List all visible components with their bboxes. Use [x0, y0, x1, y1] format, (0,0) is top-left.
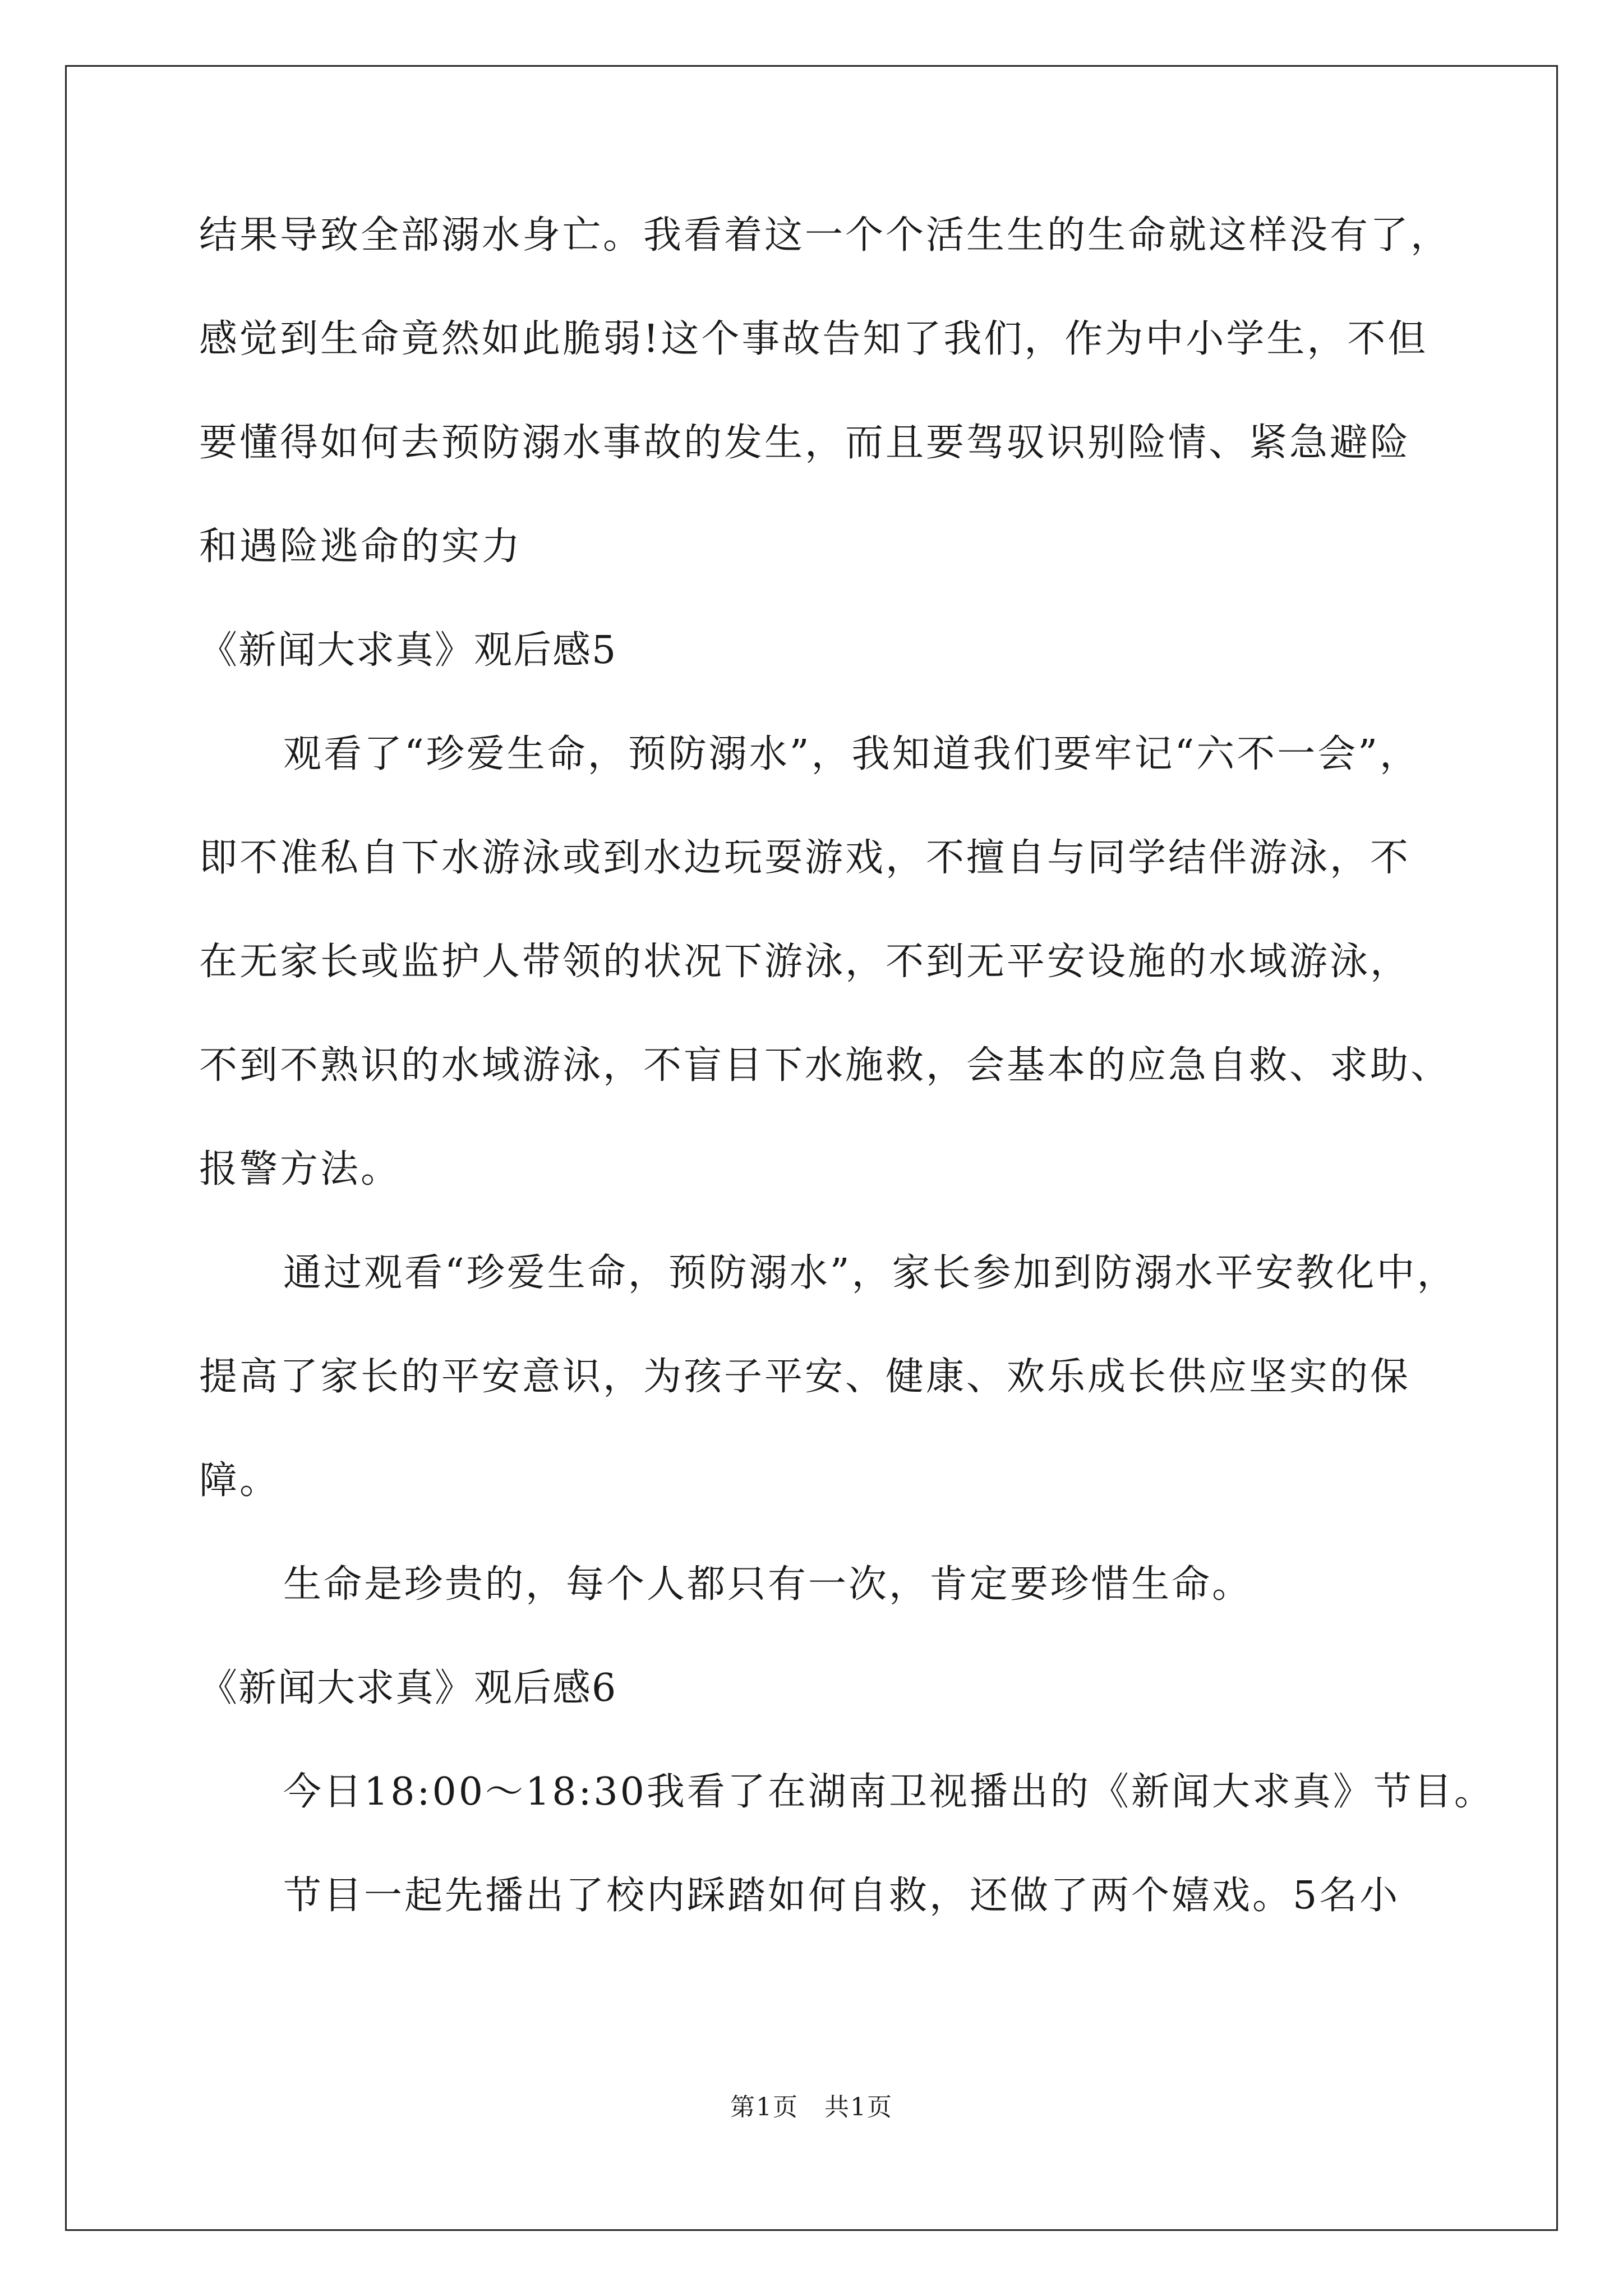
paragraph-start: 今日18:00～18:30我看了在湖南卫视播出的《新闻大求真》节目。 [283, 1770, 1495, 1814]
page-number-footer: 第1页 共1页 [730, 2093, 893, 2122]
text-line: 不到不熟识的水域游泳，不盲目下水施救，会基本的应急自救、求助、 [199, 1043, 1451, 1088]
document-body [199, 213, 1495, 1977]
text-line: 要懂得如何去预防溺水事故的发生，而且要驾驭识别险情、紧急避险 [199, 421, 1411, 465]
section-heading-6: 《新闻大求真》观后感6 [199, 1666, 617, 1710]
paragraph-start: 节目一起先播出了校内踩踏如何自救，还做了两个嬉戏。5名小 [283, 1874, 1400, 1918]
paragraph-start: 观看了“珍爱生命，预防溺水”，我知道我们要牢记“六不一会”， [283, 732, 1421, 776]
text-line: 障。 [199, 1458, 280, 1503]
paragraph-start: 通过观看“珍爱生命，预防溺水”，家长参加到防溺水平安教化中， [283, 1251, 1458, 1295]
text-line: 提高了家长的平安意识，为孩子平安、健康、欢乐成长供应坚实的保 [199, 1355, 1411, 1399]
text-line: 结果导致全部溺水身亡。我看着这一个个活生生的生命就这样没有了， [199, 213, 1451, 257]
text-line: 在无家长或监护人带领的状况下游泳，不到无平安设施的水域游泳， [199, 940, 1411, 984]
paragraph-start: 生命是珍贵的，每个人都只有一次，肯定要珍惜生命。 [283, 1562, 1253, 1607]
text-line: 报警方法。 [199, 1147, 402, 1191]
text-line: 感觉到生命竟然如此脆弱!这个事故告知了我们，作为中小学生，不但 [199, 317, 1428, 361]
text-line: 和遇险逃命的实力 [199, 524, 523, 569]
text-line: 即不准私自下水游泳或到水边玩耍游戏，不擅自与同学结伴游泳，不 [199, 836, 1411, 880]
section-heading-5: 《新闻大求真》观后感5 [199, 628, 617, 673]
